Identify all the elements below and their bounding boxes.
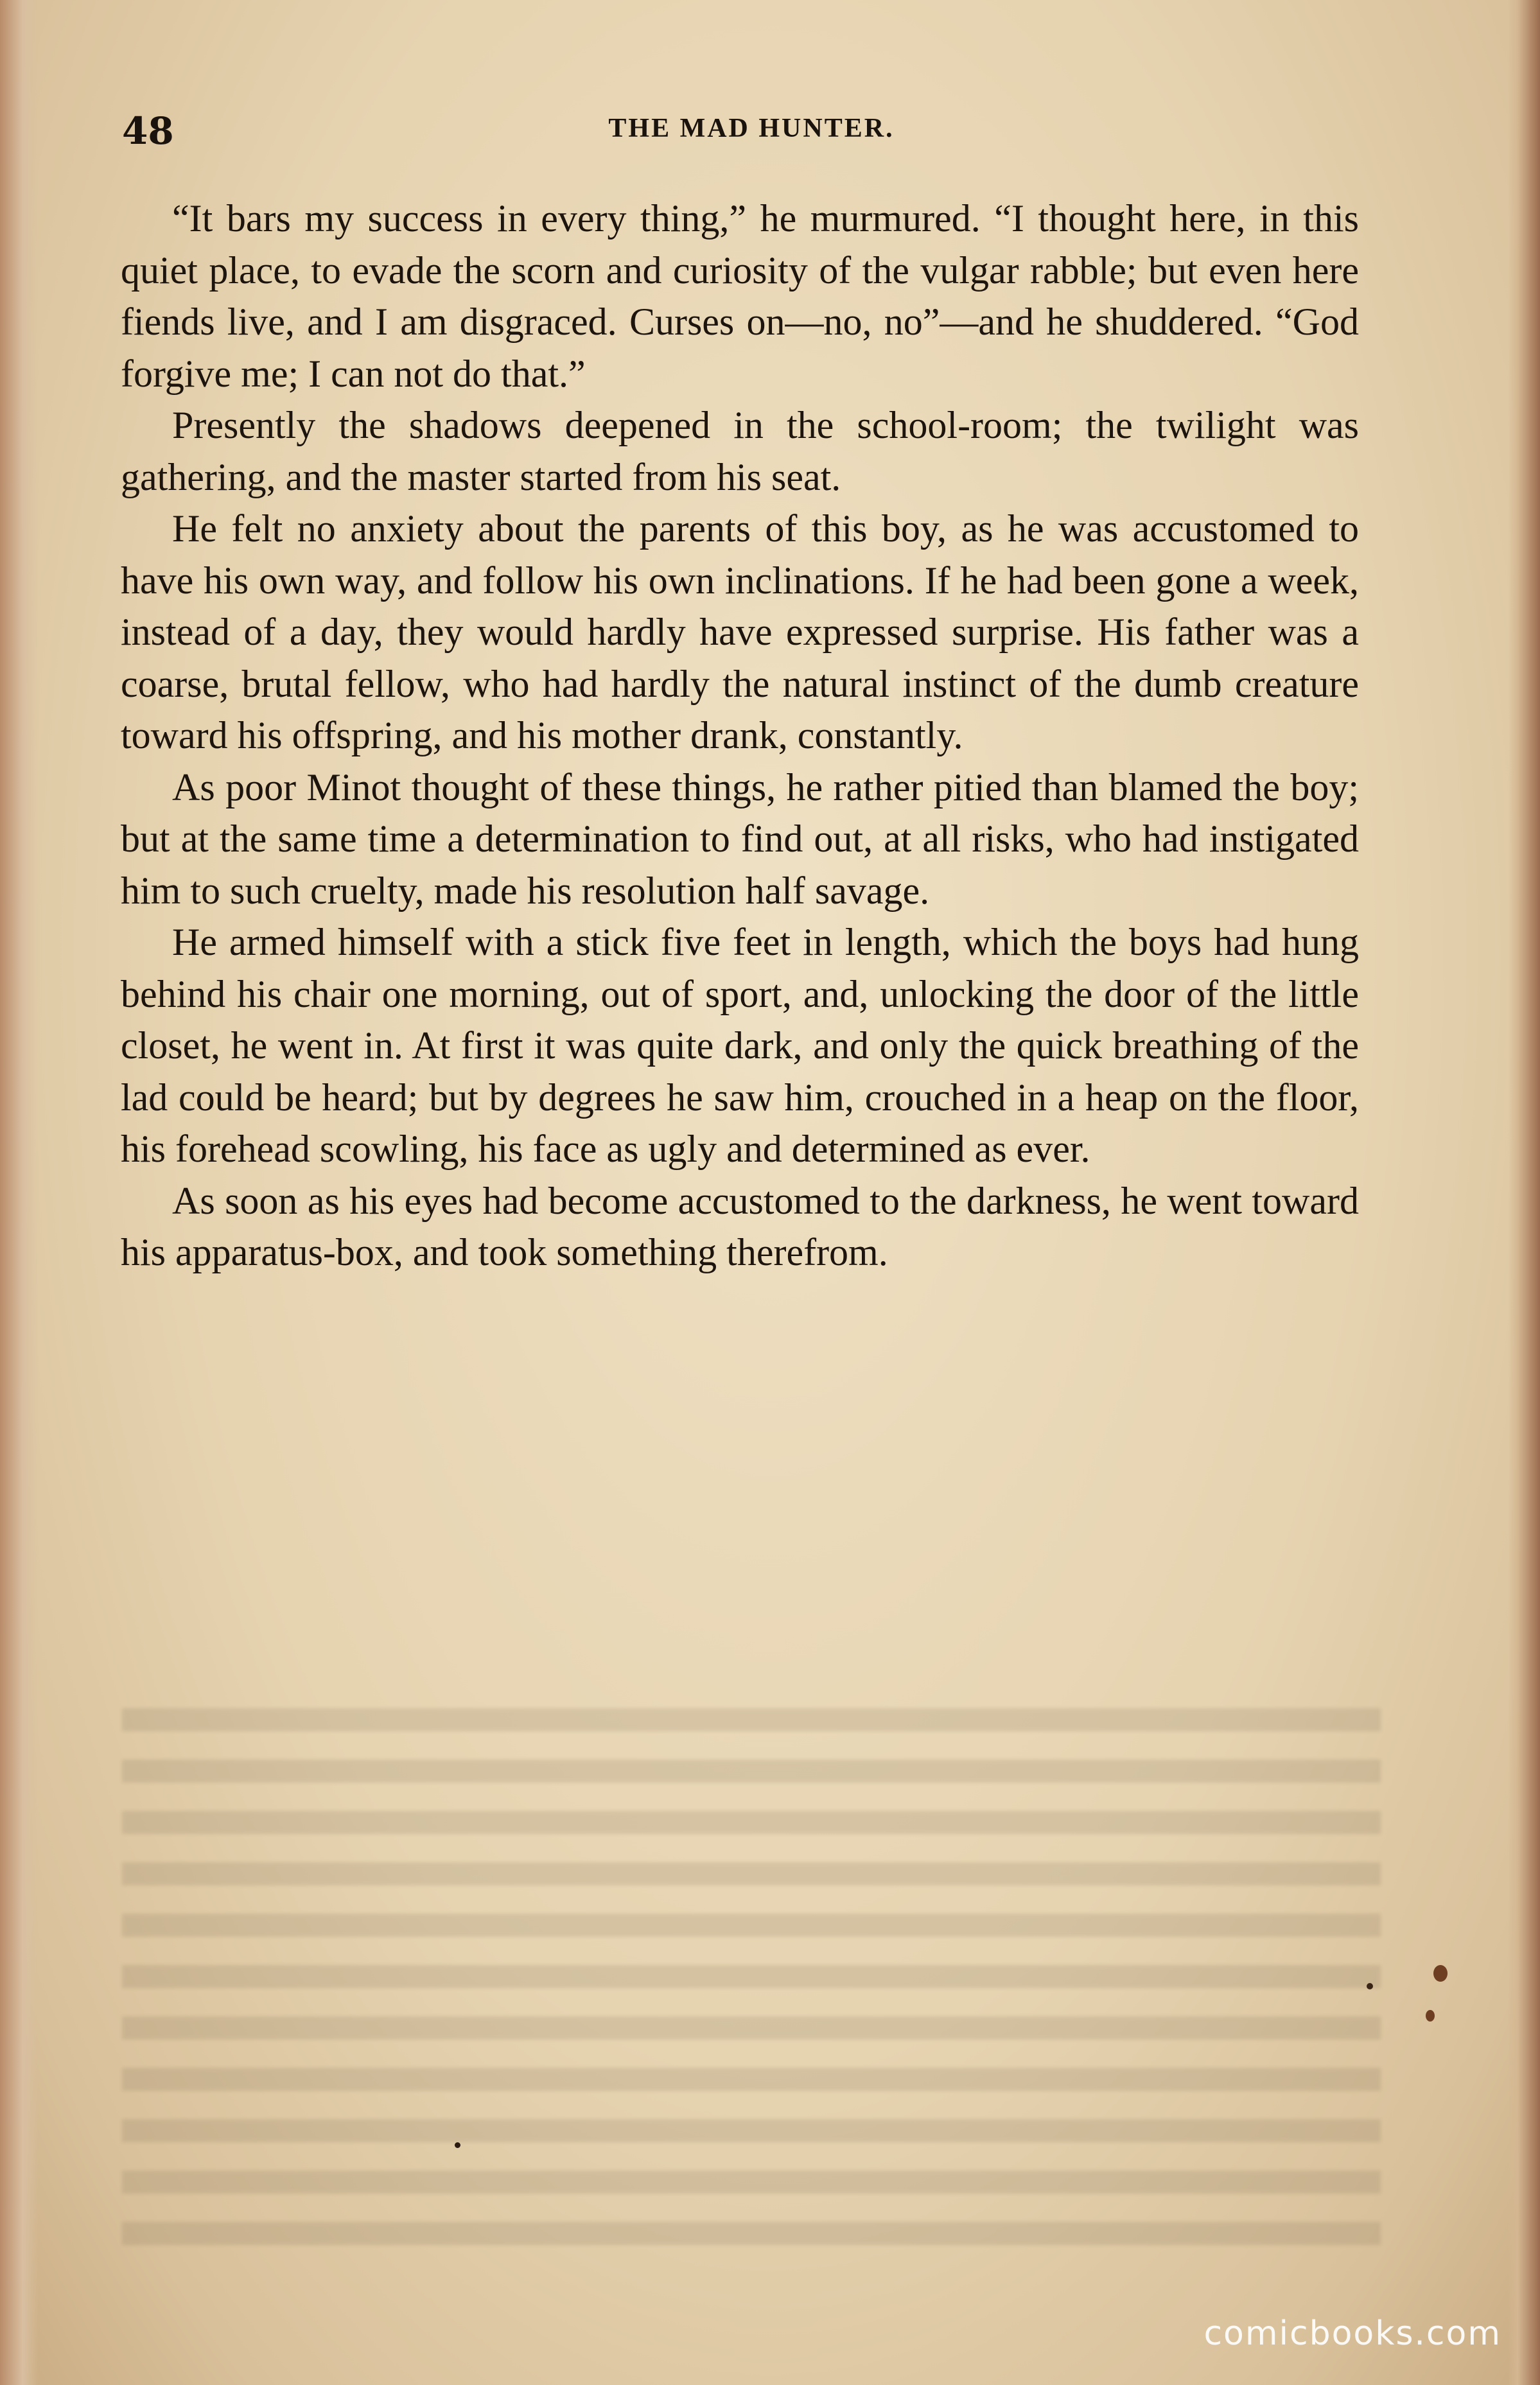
foxing-spot xyxy=(455,2142,460,2148)
paragraph: He armed himself with a stick five feet in length, which the boys had hung behind his chair one morning, out of sport, and, unlocking the door of the little closet, he went in. At first it was quite dark, and only the quick breathing of the lad could be heard; but by degrees he saw him, crouched in a heap on the floor, his forehead scowling, his face as ugly and determined as ever. xyxy=(121,921,1359,1170)
paragraph: As poor Minot thought of these things, he rather pitied than blamed the boy; but at the same time a determination to find out, at all risks, who had instigated him to such cruelty, made his resolution half savage. xyxy=(121,765,1359,912)
page-edge-right xyxy=(1508,0,1540,2385)
show-through-text xyxy=(122,1708,1381,2260)
page-edge-left xyxy=(0,0,39,2385)
paragraph: “It bars my success in every thing,” he murmured. “I thought here, in this quiet place, to evade the scorn and curiosity of the vulgar rabble; but even here fiends live, and I am disgraced. Curses on—no, no”—and he shuddered. “God forgive me; I can not do that.” xyxy=(121,197,1359,395)
foxing-spot xyxy=(1426,2010,1435,2022)
running-head: THE MAD HUNTER. xyxy=(608,114,895,143)
page-number: 48 xyxy=(122,109,174,153)
paragraph: Presently the shadows deepened in the school-room; the twilight was gathering, and the master started from his seat. xyxy=(121,404,1359,498)
foxing-spot xyxy=(1433,1965,1448,1982)
body-text xyxy=(121,193,1359,1279)
watermark: comicbooks.com xyxy=(1203,2314,1501,2353)
foxing-spot xyxy=(1367,1983,1373,1989)
page-header xyxy=(122,109,1381,154)
paragraph: As soon as his eyes had become accustomed to the darkness, he went toward his apparatus-box, and took something therefrom. xyxy=(121,1179,1359,1273)
paragraph: He felt no anxiety about the parents of this boy, as he was accustomed to have his own way, and follow his own inclinations. If he had been gone a week, instead of a day, they would hardly have expressed surprise. His father was a coarse, brutal fellow, who had hardly the natural instinct of the dumb creature toward his offspring, and his mother drank, constantly. xyxy=(121,507,1359,756)
